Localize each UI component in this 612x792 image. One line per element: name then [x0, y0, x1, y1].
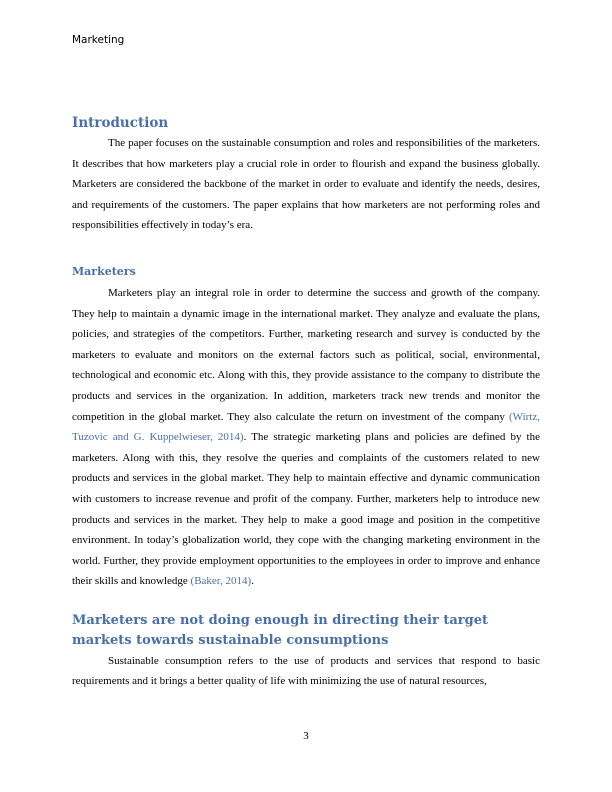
marketers-text-part2: . The strategic marketing plans and policies are defined by the marketers. Along with this, they resolve the queries and complaints of the customers related to new products and services in the global market. They help to maintain effective and dynamic communication with customers to increase revenue and profit of the company. Further, marketers help to introduce new products and services in the market. They help to make a good image and position in the competitive environment. In today’s globalization world, they cope with the changing marketing environment in the world. Further, they provide employment opportunities to the employees in order to improve and enhance their skills and knowledge: [72, 431, 540, 588]
marketers-heading: Marketers: [72, 264, 136, 278]
marketers-text-part1: Marketers play an integral role in order to determine the success and growth of the company. They help to maintain a dynamic image in the international market. They analyze and evaluate the plans, policies, and strategies of the competitors. Further, marketing research and survey is conducted by the marketers to evaluate and monitors on the external factors such as political, social, environmental, technological and economic etc. Along with this, they provide assistance to the company to distribute the products and services in the organization. In addition, marketers track new trends and monitor the competition in the global market. They also calculate the return on investment of the company: [72, 286, 540, 423]
citation-baker: (Baker, 2014): [190, 575, 252, 588]
marketers-paragraph: [72, 283, 540, 592]
not-enough-heading: Marketers are not doing enough in directing their target markets towards sustainable consumptions: [72, 612, 488, 648]
page-number: 3: [303, 730, 309, 742]
not-enough-paragraph: Sustainable consumption refers to the use of products and services that respond to basic requirements and it brings a better quality of life with minimizing the use of natural resources,: [72, 654, 540, 688]
citation-wirtz: (Wirtz, Tuzovic and G. Kuppelwieser, 2014): [72, 410, 540, 444]
introduction-heading: Introduction: [72, 115, 169, 131]
running-header: Marketing: [72, 34, 125, 46]
introduction-paragraph: The paper focuses on the sustainable consumption and roles and responsibilities of the marketers. It describes that how marketers play a crucial role in order to flourish and expand the business globally. Marketers are considered the backbone of the market in order to evaluate and identify the needs, desires, and requirements of the customers. The paper explains that how marketers are not performing roles and responsibilities effectively in today’s era.: [72, 137, 540, 232]
page-content: [72, 113, 540, 692]
marketers-text-end: .: [251, 575, 254, 588]
